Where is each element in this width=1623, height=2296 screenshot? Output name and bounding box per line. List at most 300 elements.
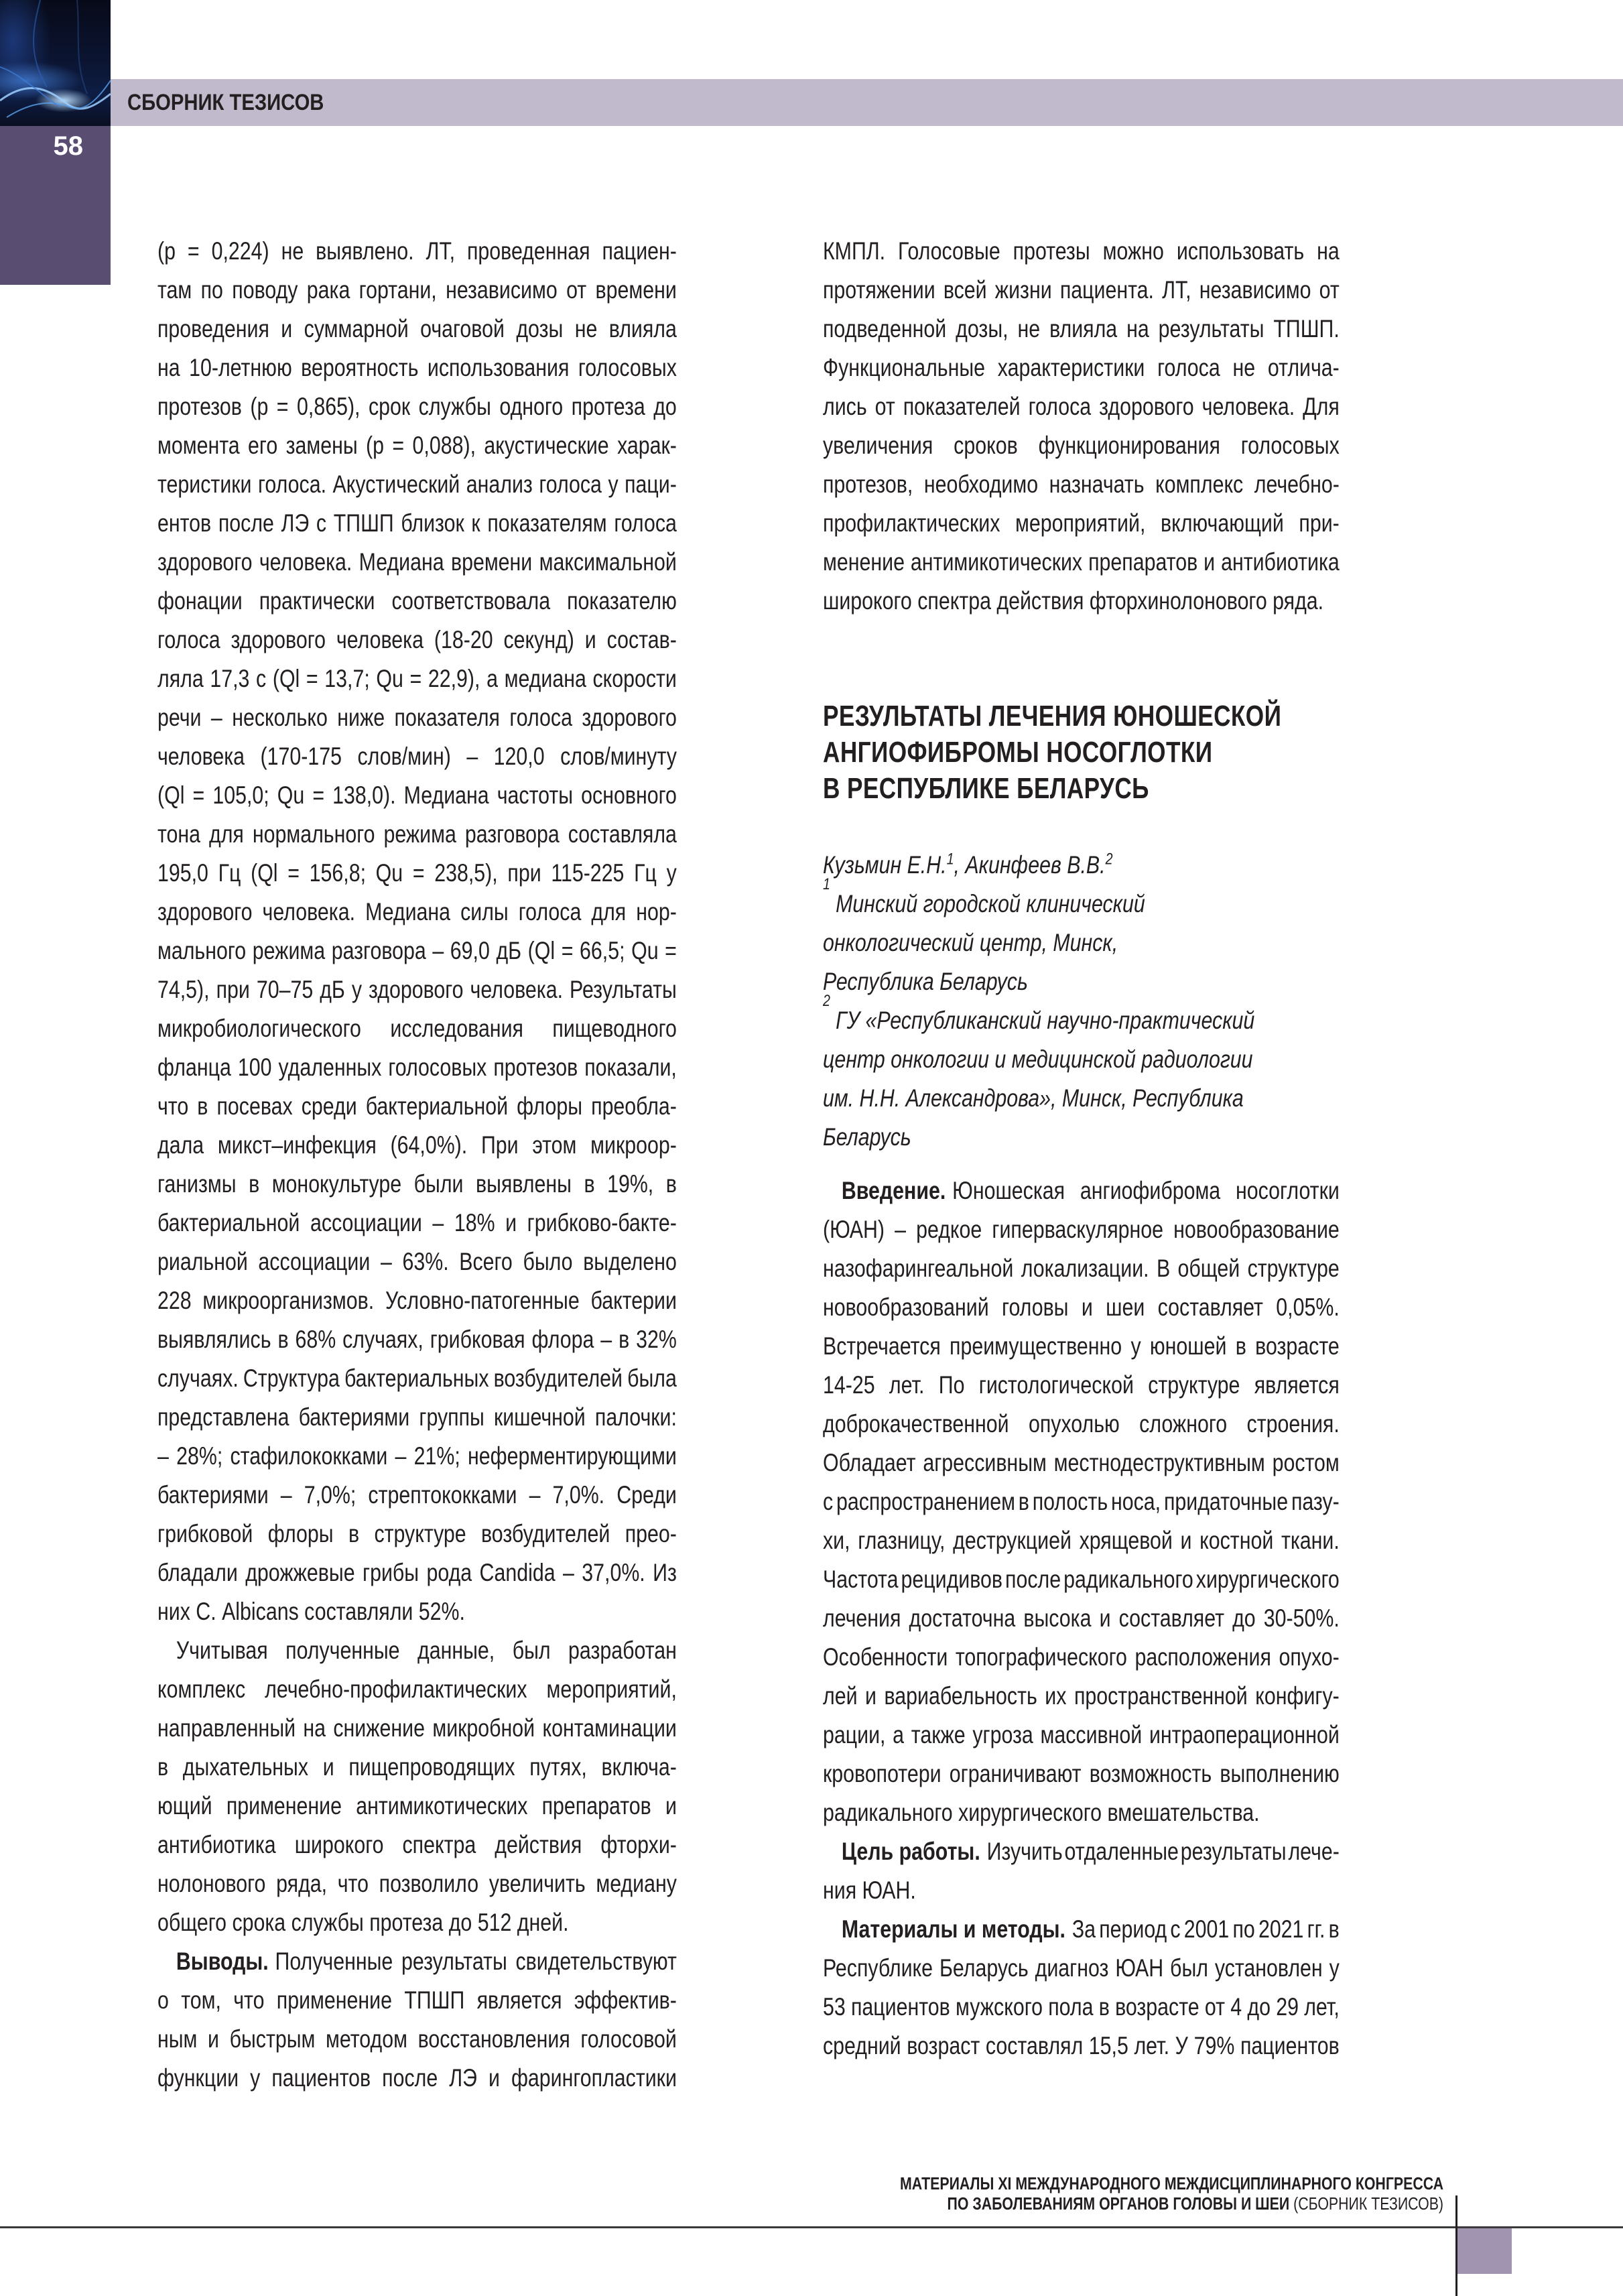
word: спектра [402, 1831, 476, 1858]
word: была [627, 1364, 677, 1392]
word: антимикотических [356, 1792, 528, 1820]
word: Полученные [275, 1948, 393, 1975]
text-line [823, 923, 1453, 962]
word: не [574, 315, 598, 342]
text-line [157, 1242, 791, 1281]
word: конфигу- [1255, 1682, 1340, 1710]
word: – [432, 937, 444, 964]
word: Особенности [823, 1643, 948, 1671]
word: применение [276, 1986, 392, 2014]
word: микст–инфекция [217, 1131, 377, 1159]
text-line [823, 504, 1453, 543]
text-line [157, 1631, 791, 1670]
word: структуре [1247, 1255, 1340, 1282]
affiliation-marker: 1 [823, 875, 830, 893]
word: можно [1102, 237, 1164, 265]
word: медиана [504, 665, 586, 692]
word: снижение [333, 1714, 426, 1742]
word: здорового [369, 976, 464, 1003]
word: опухо- [1279, 1643, 1340, 1671]
word: 7,0%; [304, 1481, 356, 1509]
word: фарингопластики [511, 2064, 677, 2092]
word: возрасте [1255, 1332, 1340, 1360]
word: времени [450, 548, 533, 576]
word: включающий [1160, 509, 1284, 537]
word: в [249, 1170, 260, 1198]
word: сроков [954, 432, 1018, 459]
word: неферментирующими [468, 1442, 677, 1470]
word: комплекс [157, 1675, 246, 1703]
word: Медиана [403, 781, 489, 809]
word: эффектив- [574, 1986, 677, 2014]
word: до [653, 393, 677, 420]
word: новообразование [1173, 1216, 1340, 1243]
word: дозы, [956, 315, 1009, 342]
word: – [280, 1481, 292, 1509]
word: сложного [1139, 1410, 1228, 1438]
word: Qu [277, 781, 305, 809]
word: 10-летнюю [189, 354, 292, 381]
word: дБ [320, 976, 345, 1003]
word: Qu [375, 859, 403, 887]
word: ограничивают [949, 1760, 1082, 1787]
word: выявлены [476, 1170, 572, 1198]
word: гистологической [978, 1371, 1134, 1399]
word: замены [285, 432, 358, 459]
word: = [192, 781, 205, 809]
line-text: ГУ «Республиканский научно-практический [836, 1007, 1255, 1034]
word: и [505, 1209, 517, 1236]
word: 70–75 [256, 976, 314, 1003]
word: препаратов [1088, 548, 1198, 576]
word: а [486, 665, 498, 692]
word: является [1254, 1371, 1340, 1399]
word: мужского [956, 1993, 1043, 2021]
word: от [1319, 276, 1340, 304]
spacer [823, 659, 1453, 698]
word: с [256, 665, 267, 692]
page-number: 58 [53, 131, 83, 161]
text-line [157, 543, 791, 582]
word: 7,0%. [552, 1481, 605, 1509]
word: Гц [218, 859, 241, 887]
word: от [1204, 1993, 1226, 2021]
word: 228 [157, 1287, 192, 1314]
word: применение [226, 1792, 342, 1820]
word: строения. [1246, 1410, 1340, 1438]
word: бактериями [298, 1403, 410, 1431]
word: на [1126, 315, 1149, 342]
word: у [1329, 1954, 1340, 1982]
text-line [823, 1716, 1453, 1755]
paragraph-introduction [823, 1171, 1453, 1832]
word: 0,224) [211, 237, 269, 265]
word: что [337, 1870, 369, 1897]
word: микробиологического [157, 1015, 361, 1042]
word: грибковая [430, 1326, 525, 1353]
word: режима [252, 937, 326, 964]
word: деструкцией [953, 1527, 1072, 1554]
right-column [823, 232, 1453, 2065]
word: поводу [232, 276, 298, 304]
word: здорового [157, 898, 253, 926]
text-line [823, 1793, 1453, 1832]
word: 17,3 [210, 665, 250, 692]
word: доброкачественной [823, 1410, 1009, 1438]
word: человека [336, 626, 424, 653]
text-line [823, 1288, 1453, 1327]
text-line [823, 1755, 1453, 1793]
word: хрящевой [1079, 1527, 1173, 1554]
word: бактериальной [365, 1092, 509, 1120]
paragraph-materials-methods [823, 1910, 1453, 2065]
word: флоры [517, 1092, 583, 1120]
word: голосовых [1240, 432, 1340, 459]
word: носоглотки [1236, 1177, 1340, 1204]
word: силы [460, 898, 509, 926]
word: а [893, 1721, 905, 1748]
word: дБ [496, 937, 522, 964]
word: при [216, 976, 250, 1003]
word: пациен- [602, 237, 677, 265]
word: и [281, 315, 293, 342]
word: отлича- [1267, 354, 1340, 381]
word: Встречается [823, 1332, 941, 1360]
word: юношей [1149, 1332, 1227, 1360]
word: хирургического [1195, 1566, 1340, 1593]
word: установлен [1214, 1954, 1323, 1982]
word: тона [157, 820, 201, 848]
word: пазу- [1291, 1488, 1340, 1515]
word: 21%; [413, 1442, 460, 1470]
word: в [584, 1170, 595, 1198]
text-line [157, 1903, 791, 1942]
word: от [874, 393, 895, 420]
word: на [157, 354, 180, 381]
word: – [562, 1559, 574, 1586]
word: был [1170, 1954, 1208, 1982]
text-line [823, 1949, 1453, 1988]
text-line [157, 854, 791, 893]
word: состав- [606, 626, 677, 653]
word: показали, [584, 1054, 677, 1081]
text-line [157, 1826, 791, 1864]
text-line [157, 504, 791, 543]
spacer [823, 621, 1453, 659]
text-line [157, 815, 791, 854]
word: слов/минуту [560, 743, 677, 770]
word: ЛЭ [281, 509, 310, 537]
word: мероприятий, [1015, 509, 1146, 537]
word: микробной [432, 1714, 535, 1742]
word: практически [259, 587, 375, 615]
text-line [157, 1087, 791, 1126]
word: 238,5), [434, 859, 498, 887]
word: функции [157, 2064, 239, 2092]
word: 156,8; [309, 859, 366, 887]
word: Изучить [986, 1838, 1063, 1865]
word: ЛТ, [1162, 276, 1191, 304]
text-line [157, 776, 791, 815]
word: выявлено. [316, 237, 414, 265]
word: грибковой [157, 1520, 253, 1547]
word: человека. [259, 548, 352, 576]
word: 18% [454, 1209, 495, 1236]
line-text: им. Н.Н. Александрова», Минск, Республика [823, 1084, 1244, 1112]
line-text: Беларусь [823, 1123, 911, 1151]
word: соответствовала [391, 587, 551, 615]
text-line [157, 1476, 791, 1515]
word: на [1317, 237, 1340, 265]
word: составлял [985, 2032, 1084, 2059]
spacer [823, 1157, 1453, 1171]
text-line [157, 1592, 791, 1631]
text-line [157, 232, 791, 271]
word: позволило [379, 1870, 479, 1897]
word: За [1072, 1915, 1096, 1943]
word: высока [1023, 1604, 1092, 1632]
word: мероприятий, [546, 1675, 677, 1703]
word: 2001 [1183, 1915, 1230, 1943]
word: Candida [479, 1559, 556, 1586]
word: показателя [394, 704, 500, 731]
word: основного [581, 781, 677, 809]
word: у [666, 859, 677, 887]
text-line [823, 310, 1453, 348]
word: разговора [331, 937, 426, 964]
text-line [823, 232, 1453, 271]
word: рода [426, 1559, 472, 1586]
word: 68% [295, 1326, 336, 1353]
word: проведения [157, 315, 269, 342]
word: секунд) [503, 626, 574, 653]
word: фонации [157, 587, 243, 615]
word: лей [823, 1682, 858, 1710]
text-line [157, 1126, 791, 1165]
word: человека. [262, 898, 356, 926]
word: контаминации [542, 1714, 677, 1742]
word: ганизмы [157, 1170, 237, 1198]
word: для [209, 820, 244, 848]
word: лет. [889, 1371, 925, 1399]
word: несколько [232, 704, 328, 731]
word: прео- [625, 1520, 677, 1547]
text-line [823, 1677, 1453, 1716]
word: монокультуре [271, 1170, 402, 1198]
word: является [476, 1986, 562, 2014]
paragraph-conclusions [157, 1942, 791, 2098]
line-text: них С. Albicans составляли 52%. [157, 1598, 465, 1625]
word: (64,0%). [390, 1131, 468, 1159]
text-line [157, 970, 791, 1009]
word: выявлялись [157, 1326, 271, 1353]
word: Qu [376, 665, 403, 692]
word: пациентов [1240, 2032, 1340, 2059]
word: местнодеструктивным [1053, 1449, 1265, 1476]
word: здорового [582, 704, 677, 731]
word: полость [1032, 1488, 1108, 1515]
text-line [157, 2020, 791, 2059]
word: до [1247, 1993, 1271, 2021]
word: пациентов [271, 2064, 371, 2092]
word: ниже [337, 704, 385, 731]
text-line [157, 1553, 791, 1592]
line-text: онкологический центр, Минск, [823, 929, 1118, 956]
word: направленный [157, 1714, 296, 1742]
word: человека [157, 743, 245, 770]
word: у [250, 2064, 261, 2092]
word: составляет [1157, 1293, 1263, 1321]
article-title [823, 698, 1453, 807]
word: Республике [823, 1954, 933, 1982]
line-text: радикального хирургического вмешательства. [823, 1799, 1260, 1826]
text-line [823, 1482, 1453, 1521]
word: бладали [157, 1559, 238, 1586]
text-line [157, 1670, 791, 1709]
word: ТПШП. [1273, 315, 1340, 342]
word: использовать [1176, 237, 1305, 265]
word: всей [943, 276, 987, 304]
word: представлена [157, 1403, 289, 1431]
word: – [529, 1481, 541, 1509]
word: по [200, 276, 223, 304]
word: пациентов [850, 1993, 950, 2021]
word: 105,0; [212, 781, 269, 809]
word: антимикотических [910, 548, 1083, 576]
word: пациента. [1059, 276, 1154, 304]
word: нормального [252, 820, 375, 848]
affiliation-marker: 2 [823, 992, 830, 1010]
word: в [1328, 1915, 1340, 1943]
word: 4 [1230, 1993, 1242, 2021]
word: 100 [237, 1054, 272, 1081]
word: Результаты [570, 976, 677, 1003]
word: возбудителей [493, 1364, 623, 1392]
word: случаях. [157, 1364, 239, 1392]
footer-line-1: МАТЕРИАЛЫ XI МЕЖДУНАРОДНОГО МЕЖДИСЦИПЛИНАРНОГО КОНГРЕССА [900, 2173, 1443, 2193]
word: 0,865), [297, 393, 361, 420]
word: голоса. [258, 470, 327, 498]
word: путях, [529, 1753, 587, 1781]
word: ассоциации [310, 1209, 422, 1236]
section-label: Материалы и методы. [841, 1915, 1065, 1943]
word: частоты [497, 781, 574, 809]
word: гиперваскулярное [992, 1216, 1164, 1243]
word: рации, [823, 1721, 886, 1748]
footer-color-block [1457, 2228, 1512, 2274]
word: от [566, 276, 587, 304]
text-line [157, 1515, 791, 1553]
text-line [157, 1787, 791, 1826]
word: рецидивов [901, 1566, 1002, 1593]
running-footer [781, 2173, 1443, 2214]
word: 53 [823, 1993, 846, 2021]
word: палочки: [594, 1403, 677, 1431]
word: не [281, 237, 304, 265]
word: влияла [608, 315, 677, 342]
footer-conference-topic: ПО ЗАБОЛЕВАНИЯМ ОРГАНОВ ГОЛОВЫ И ШЕИ [947, 2193, 1290, 2214]
word: у [1130, 1332, 1141, 1360]
word: ентов [157, 509, 212, 537]
word: результаты [401, 1948, 507, 1975]
word: к [471, 509, 480, 537]
text-line [823, 271, 1453, 310]
word: 29 [1276, 1993, 1299, 2021]
word: влияла [1049, 315, 1118, 342]
word: возрасте [1115, 1993, 1199, 2021]
word: Голосовые [898, 237, 1000, 265]
text-line [157, 582, 791, 621]
word: харак- [617, 432, 677, 459]
word: бактериальной [157, 1209, 300, 1236]
word: 115-225 [551, 859, 625, 887]
text-line [823, 1638, 1453, 1677]
word: Медиана [359, 548, 444, 576]
word: 63%. [402, 1248, 449, 1275]
word: 13,7; [324, 665, 370, 692]
word: нор- [636, 898, 677, 926]
word: подведенной [823, 315, 947, 342]
word: 37,0%. [582, 1559, 645, 1586]
word: назофарингеальной [823, 1255, 1014, 1282]
word: мального [157, 937, 247, 964]
word: был [512, 1637, 551, 1664]
text-line [157, 2059, 791, 2098]
word: необходимо [923, 470, 1039, 498]
word: – [210, 704, 222, 731]
word: при- [1299, 509, 1340, 537]
word: (Ql [272, 665, 300, 692]
word: носа, [1111, 1488, 1161, 1515]
word: 66,5; [580, 937, 625, 964]
footer-line-2 [900, 2193, 1443, 2214]
word: Юношеская [952, 1177, 1065, 1204]
word: голоса [157, 626, 220, 653]
word: свидетельствуют [515, 1948, 677, 1975]
word: после [382, 2064, 438, 2092]
text-line [157, 893, 791, 932]
word: методом [326, 2025, 407, 2053]
word: дыхательных [182, 1753, 309, 1781]
word: Из [653, 1559, 677, 1586]
word: менение [823, 548, 905, 576]
word: и [488, 2064, 500, 2092]
word: антибиотика [1221, 548, 1340, 576]
word: общей [1177, 1255, 1240, 1282]
word: грибково-бакте- [527, 1209, 677, 1236]
text-line [157, 426, 791, 465]
light-swirl-graphic [0, 0, 111, 126]
word: лечебно- [1254, 470, 1340, 498]
word: характеристики [997, 354, 1145, 381]
text-line [823, 1040, 1453, 1079]
word: дрожжевые [245, 1559, 355, 1586]
word: после [218, 509, 274, 537]
word: ангиофиброма [1080, 1177, 1221, 1204]
word: гг. [1307, 1915, 1325, 1943]
word: Среди [616, 1481, 677, 1509]
word: увеличить [489, 1870, 586, 1897]
word: назначать [1049, 470, 1145, 498]
word: (Ql [157, 781, 185, 809]
text-line [823, 1249, 1453, 1288]
word: нолонового [157, 1870, 266, 1897]
word: и [208, 2025, 219, 2053]
text-line [157, 1981, 791, 2020]
word: в [157, 1753, 169, 1781]
text-line [823, 387, 1453, 426]
word: и [322, 1753, 334, 1781]
